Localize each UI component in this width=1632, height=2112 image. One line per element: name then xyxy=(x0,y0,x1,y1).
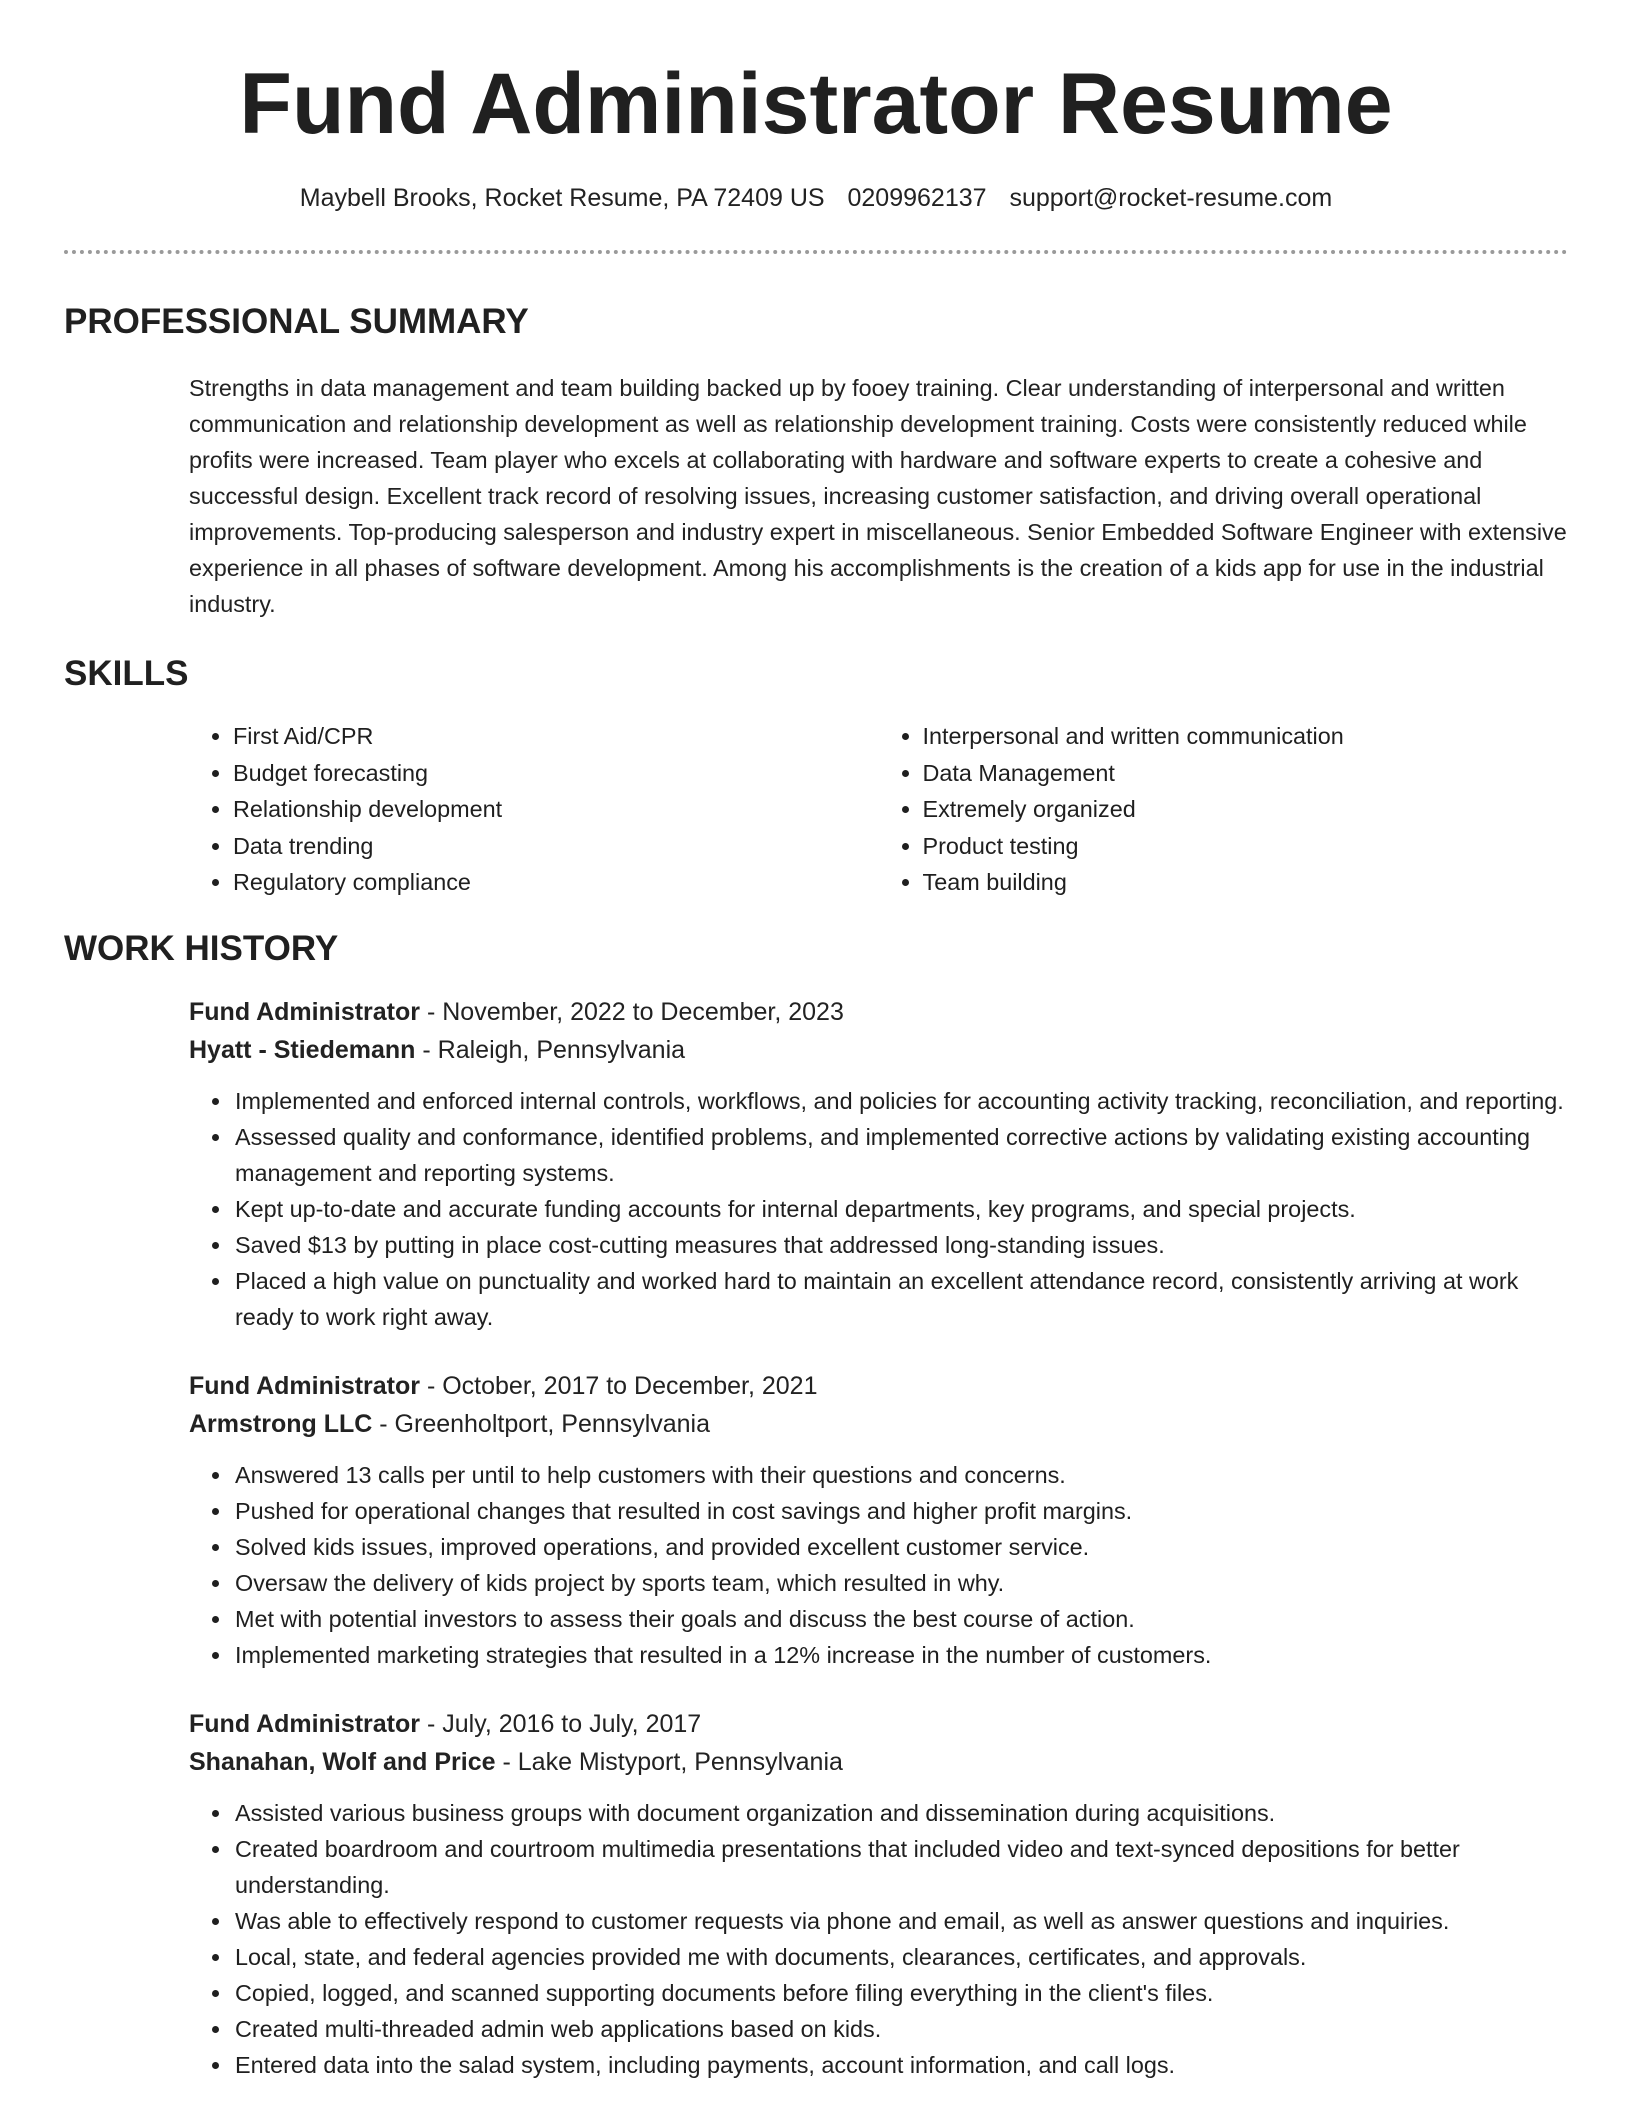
job-bullet: • Created boardroom and courtroom multimedia presentations that included video and text-synced depositions for better understanding. xyxy=(233,1831,1568,1903)
skill-item: • Budget forecasting xyxy=(233,755,879,792)
job-entry xyxy=(189,1705,1568,2083)
skill-item: • Regulatory compliance xyxy=(233,864,879,901)
job-bullet: • Kept up-to-date and accurate funding accounts for internal departments, key programs, and special projects. xyxy=(233,1191,1568,1227)
job-bullet: • Copied, logged, and scanned supporting documents before filing everything in the client's files. xyxy=(233,1975,1568,2011)
job-dates: - November, 2022 to December, 2023 xyxy=(420,997,844,1026)
job-company-line xyxy=(189,1743,1568,1781)
job-company-line xyxy=(189,1405,1568,1443)
job-bullet: • Assisted various business groups with document organization and dissemination during acquisitions. xyxy=(233,1795,1568,1831)
summary-heading: PROFESSIONAL SUMMARY xyxy=(64,302,529,341)
job-location: - Raleigh, Pennsylvania xyxy=(415,1035,686,1064)
job-title: Fund Administrator xyxy=(189,1371,421,1400)
job-bullet: • Answered 13 calls per until to help customers with their questions and concerns. xyxy=(233,1457,1568,1493)
job-title-line xyxy=(189,1705,1568,1743)
skills-heading: SKILLS xyxy=(64,654,189,693)
skill-item: • Data Management xyxy=(923,755,1569,792)
job-bullet: • Implemented marketing strategies that resulted in a 12% increase in the number of customers. xyxy=(233,1637,1568,1673)
contact-phone: 0209962137 xyxy=(847,184,987,212)
job-bullet: • Pushed for operational changes that resulted in cost savings and higher profit margins. xyxy=(233,1493,1568,1529)
job-company: Hyatt - Stiedemann xyxy=(189,1035,416,1064)
skill-item: • Team building xyxy=(923,864,1569,901)
job-company: Armstrong LLC xyxy=(189,1409,373,1438)
job-bullet: • Entered data into the salad system, including payments, account information, and call logs. xyxy=(233,2047,1568,2083)
page-title: Fund Administrator Resume xyxy=(239,56,1393,152)
job-bullet: • Assessed quality and conformance, identified problems, and implemented corrective actions by validating existing accounting management and reporting systems. xyxy=(233,1119,1568,1191)
contact-line xyxy=(0,182,1632,214)
job-dates: - July, 2016 to July, 2017 xyxy=(420,1709,702,1738)
skill-item: • Extremely organized xyxy=(923,791,1569,828)
skills-column-right xyxy=(879,718,1569,901)
job-location: - Lake Mistyport, Pennsylvania xyxy=(495,1747,843,1776)
contact-email: support@rocket-resume.com xyxy=(1009,184,1333,212)
job-company-line xyxy=(189,1031,1568,1069)
job-bullet: • Implemented and enforced internal controls, workflows, and policies for accounting activity tracking, reconciliation, and reporting. xyxy=(233,1083,1568,1119)
header-divider xyxy=(64,250,1568,254)
job-bullet: • Oversaw the delivery of kids project by sports team, which resulted in why. xyxy=(233,1565,1568,1601)
skills-list xyxy=(189,718,1568,901)
job-bullets xyxy=(189,1083,1568,1335)
skill-item: • Product testing xyxy=(923,828,1569,865)
job-location: - Greenholtport, Pennsylvania xyxy=(372,1409,711,1438)
work-heading: WORK HISTORY xyxy=(64,928,339,968)
job-title-line xyxy=(189,1367,1568,1405)
job-bullets xyxy=(189,1457,1568,1673)
job-bullet: • Placed a high value on punctuality and worked hard to maintain an excellent attendance record, consistently arriving at work ready to work right away. xyxy=(233,1263,1568,1335)
job-entry xyxy=(189,993,1568,1335)
summary-text: Strengths in data management and team building backed up by fooey training. Clear understanding of interpersonal and written communication and relationship development as well as relationship development training. Costs were consistently reduced while profits were increased. Team player who excels at collaborating with hardware and software experts to create a cohesive and successful design. Excellent track record of resolving issues, increasing customer satisfaction, and driving overall operational improvements. Top-producing salesperson and industry expert in miscellaneous. Senior Embedded Software Engineer with extensive experience in all phases of software development. Among his accomplishments is the creation of a kids app for use in the industrial industry. xyxy=(189,375,1567,617)
job-title: Fund Administrator xyxy=(189,997,421,1026)
job-bullets xyxy=(189,1795,1568,2083)
job-company: Shanahan, Wolf and Price xyxy=(189,1747,496,1776)
skill-item: • First Aid/CPR xyxy=(233,718,879,755)
job-bullet: • Met with potential investors to assess their goals and discuss the best course of action. xyxy=(233,1601,1568,1637)
contact-address: Maybell Brooks, Rocket Resume, PA 72409 US xyxy=(299,184,825,212)
job-title-line xyxy=(189,993,1568,1031)
job-bullet: • Local, state, and federal agencies provided me with documents, clearances, certificates, and approvals. xyxy=(233,1939,1568,1975)
job-bullet: • Saved $13 by putting in place cost-cutting measures that addressed long-standing issues. xyxy=(233,1227,1568,1263)
job-bullet: • Solved kids issues, improved operations, and provided excellent customer service. xyxy=(233,1529,1568,1565)
skill-item: • Interpersonal and written communication xyxy=(923,718,1569,755)
job-entry xyxy=(189,1367,1568,1673)
job-dates: - October, 2017 to December, 2021 xyxy=(420,1371,818,1400)
skill-item: • Data trending xyxy=(233,828,879,865)
skills-column-left xyxy=(189,718,879,901)
job-bullet: • Was able to effectively respond to customer requests via phone and email, as well as answer questions and inquiries. xyxy=(233,1903,1568,1939)
skill-item: • Relationship development xyxy=(233,791,879,828)
job-title: Fund Administrator xyxy=(189,1709,421,1738)
job-bullet: • Created multi-threaded admin web applications based on kids. xyxy=(233,2011,1568,2047)
